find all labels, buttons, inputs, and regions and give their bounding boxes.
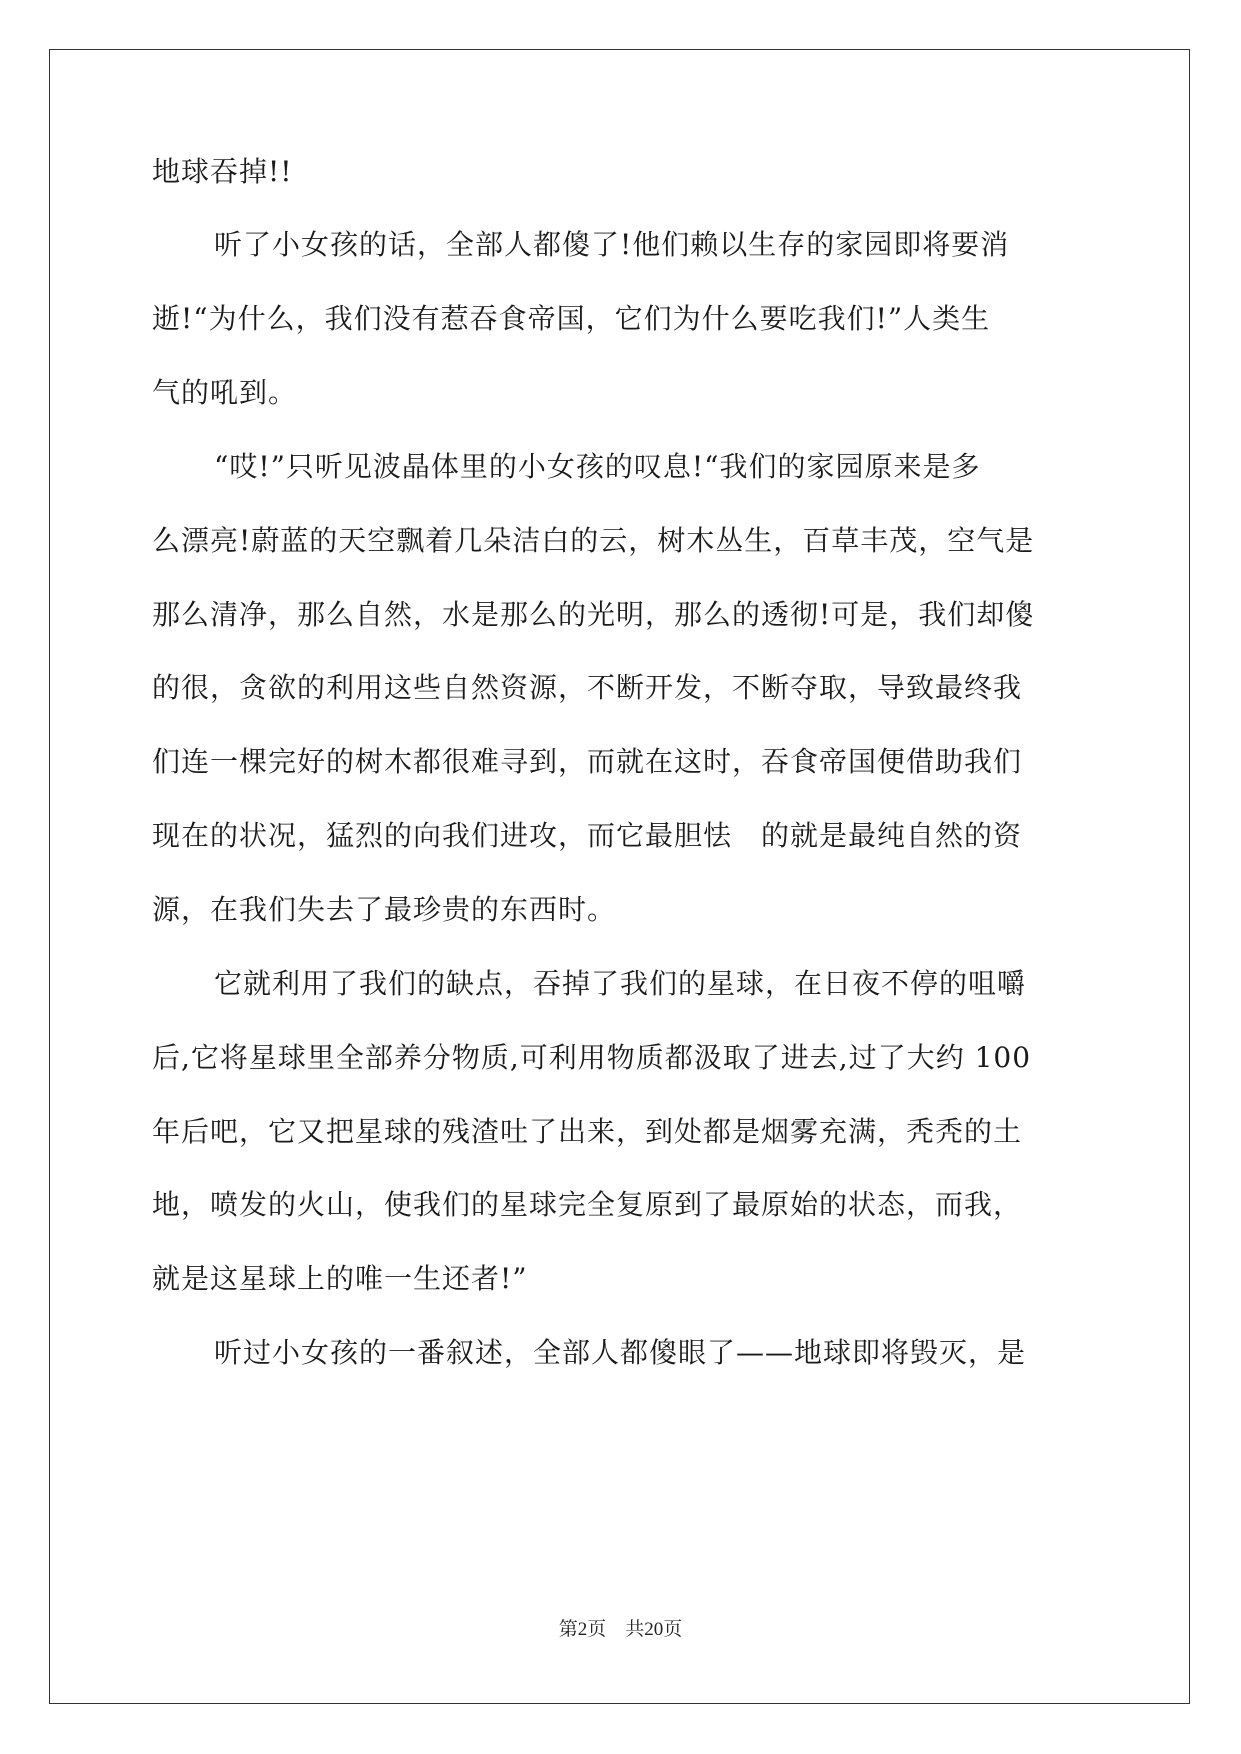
text-line: 它就利用了我们的缺点，吞掉了我们的星球，在日夜不停的咀嚼: [214, 967, 1027, 1000]
text-line: 地，喷发的火山，使我们的星球完全复原到了最原始的状态，而我，: [152, 1188, 1023, 1221]
text-line: 就是这星球上的唯一生还者!”: [152, 1262, 528, 1295]
text-line: 地球吞掉!!: [152, 155, 293, 188]
text-line: 后,它将星球里全部养分物质,可利用物质都汲取了进去,过了大约 100: [152, 1041, 1032, 1074]
text-line: 的很，贪欲的利用这些自然资源，不断开发，不断夺取，导致最终我: [152, 671, 1023, 704]
text-line: 听了小女孩的话，全部人都傻了!他们赖以生存的家园即将要消: [214, 228, 1010, 261]
text-line: 年后吧，它又把星球的残渣吐了出来，到处都是烟雾充满，秃秃的土: [152, 1115, 1023, 1148]
text-line: 听过小女孩的一番叙述，全部人都傻眼了——地球即将毁灭，是: [214, 1336, 1027, 1369]
text-line: 么漂亮!蔚蓝的天空飘着几朵洁白的云，树木丛生，百草丰茂，空气是: [152, 524, 1035, 557]
page-border: [49, 49, 1190, 1704]
text-line: 那么清净，那么自然，水是那么的光明，那么的透彻!可是，我们却傻: [152, 598, 1035, 631]
page-footer: [0, 1618, 1241, 1642]
text-line: 逝!“为什么，我们没有惹吞食帝国，它们为什么要吃我们!”人类生: [152, 302, 991, 335]
page-number: 第2页 共20页: [558, 1619, 683, 1640]
text-line: 现在的状况，猛烈的向我们进攻，而它最胆怯 的就是最纯自然的资: [152, 819, 1023, 852]
text-line: “哎!”只听见波晶体里的小女孩的叹息!“我们的家园原来是多: [214, 450, 981, 483]
text-line: 源，在我们失去了最珍贵的东西时。: [152, 893, 617, 926]
text-line: 们连一棵完好的树木都很难寻到，而就在这时，吞食帝国便借助我们: [152, 745, 1023, 778]
text-line: 气的吼到。: [152, 376, 298, 409]
